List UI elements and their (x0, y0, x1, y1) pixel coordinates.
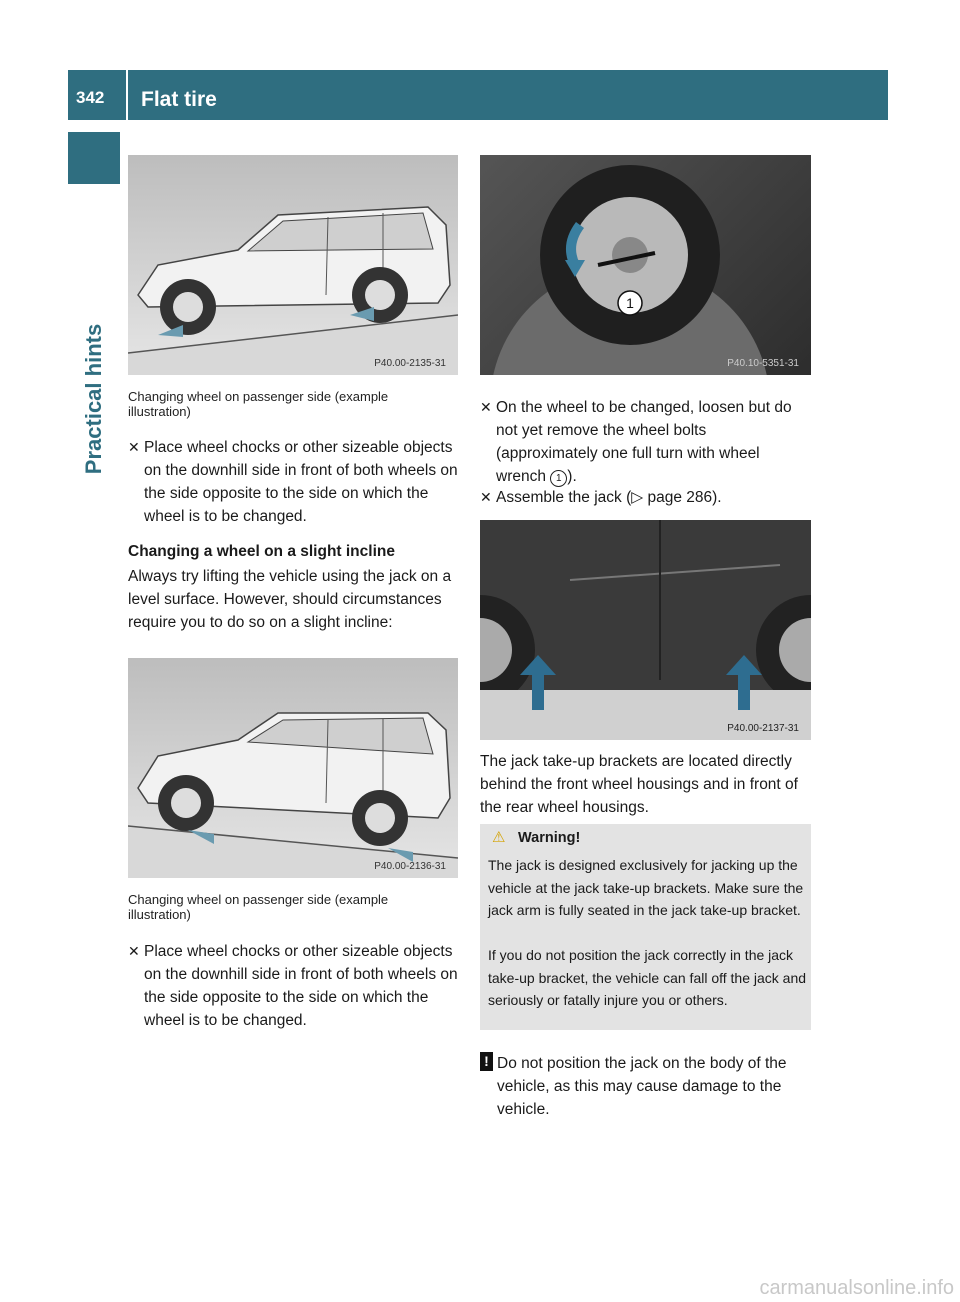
step-text: Place wheel chocks or other sizeable objects on the downhill side in front of both wheels on the side opposite to the side on which the wheel is to be changed. (144, 943, 458, 1029)
figure-caption: Changing wheel on passenger side (example illustration) (128, 892, 389, 922)
car-illustration (128, 658, 458, 878)
step-text (496, 486, 812, 509)
instruction-step (128, 940, 460, 1032)
instruction-step (128, 436, 460, 528)
step-text: Place wheel chocks or other sizeable objects on the downhill side in front of both wheels on the side opposite to the side on which the wheel is to be changed. (144, 439, 458, 525)
caution-exclamation-icon: ! (480, 1052, 493, 1071)
step-marker-icon: ✕ (128, 439, 140, 455)
page-number: 342 (76, 88, 105, 107)
page-ref-arrow-icon: ▷ (631, 489, 644, 506)
step-marker-icon: ✕ (128, 943, 140, 959)
page-title: Flat tire (141, 88, 217, 111)
callout-circle-icon: 1 (550, 470, 567, 487)
wheel-illustration (480, 155, 811, 375)
callout-1: 1 (626, 295, 634, 311)
figure-code: P40.00-2136-31 (374, 861, 446, 872)
header-divider (126, 70, 128, 120)
instruction-step (480, 486, 812, 509)
figure-wheel-bolts (480, 155, 811, 375)
warning-triangle-icon: ⚠ (492, 829, 506, 846)
body-paragraph: The jack take-up brackets are located directly behind the front wheel housings and in front of the rear wheel housings. (480, 753, 798, 816)
page-reference[interactable]: page 286). (647, 489, 722, 506)
side-tab-label: Practical hints (81, 323, 106, 475)
step-marker-icon: ✕ (480, 399, 492, 415)
figure-jack-brackets (480, 520, 811, 740)
side-tab-marker (68, 132, 120, 184)
warning-paragraph: If you do not position the jack correctly in the jack take-up bracket, the vehicle can fall off the jack and seriously or fatally injure you or others. (488, 947, 807, 1008)
section-heading: Changing a wheel on a slight incline (128, 543, 395, 560)
car-illustration (128, 155, 458, 375)
figure-caption: Changing wheel on passenger side (example illustration) (128, 389, 389, 419)
footer-watermark: carmanualsonline.info (759, 1277, 954, 1299)
warning-title: Warning! (518, 830, 581, 846)
vehicle-side-illustration (480, 520, 811, 740)
figure-car-incline (128, 658, 458, 878)
caution-note (480, 1052, 814, 1121)
step-marker-icon: ✕ (480, 489, 492, 505)
side-tab (68, 194, 120, 604)
warning-box (480, 824, 811, 1030)
figure-code: P40.00-2135-31 (374, 358, 446, 369)
step-text-main: On the wheel to be changed, loosen but do not yet remove the wheel bolts (approximately one full turn with wheel wrench (496, 399, 792, 485)
caution-text: Do not position the jack on the body of the vehicle, as this may cause damage to the vehicle. (497, 1055, 787, 1118)
step-text-end: ). (567, 468, 577, 485)
figure-car-level (128, 155, 458, 375)
figure-code: P40.10-5351-31 (727, 358, 799, 369)
body-paragraph: Always try lifting the vehicle using the jack on a level surface. However, should circumstances require you to do so on a slight incline: (128, 568, 452, 631)
step-text (496, 396, 812, 488)
warning-paragraph: The jack is designed exclusively for jacking up the vehicle at the jack take-up brackets. Make sure the jack arm is fully seated in the jack take-up bracket. (488, 857, 804, 918)
instruction-step (480, 396, 812, 488)
step-text-main: Assemble the jack ( (496, 489, 632, 506)
figure-code: P40.00-2137-31 (727, 723, 799, 734)
